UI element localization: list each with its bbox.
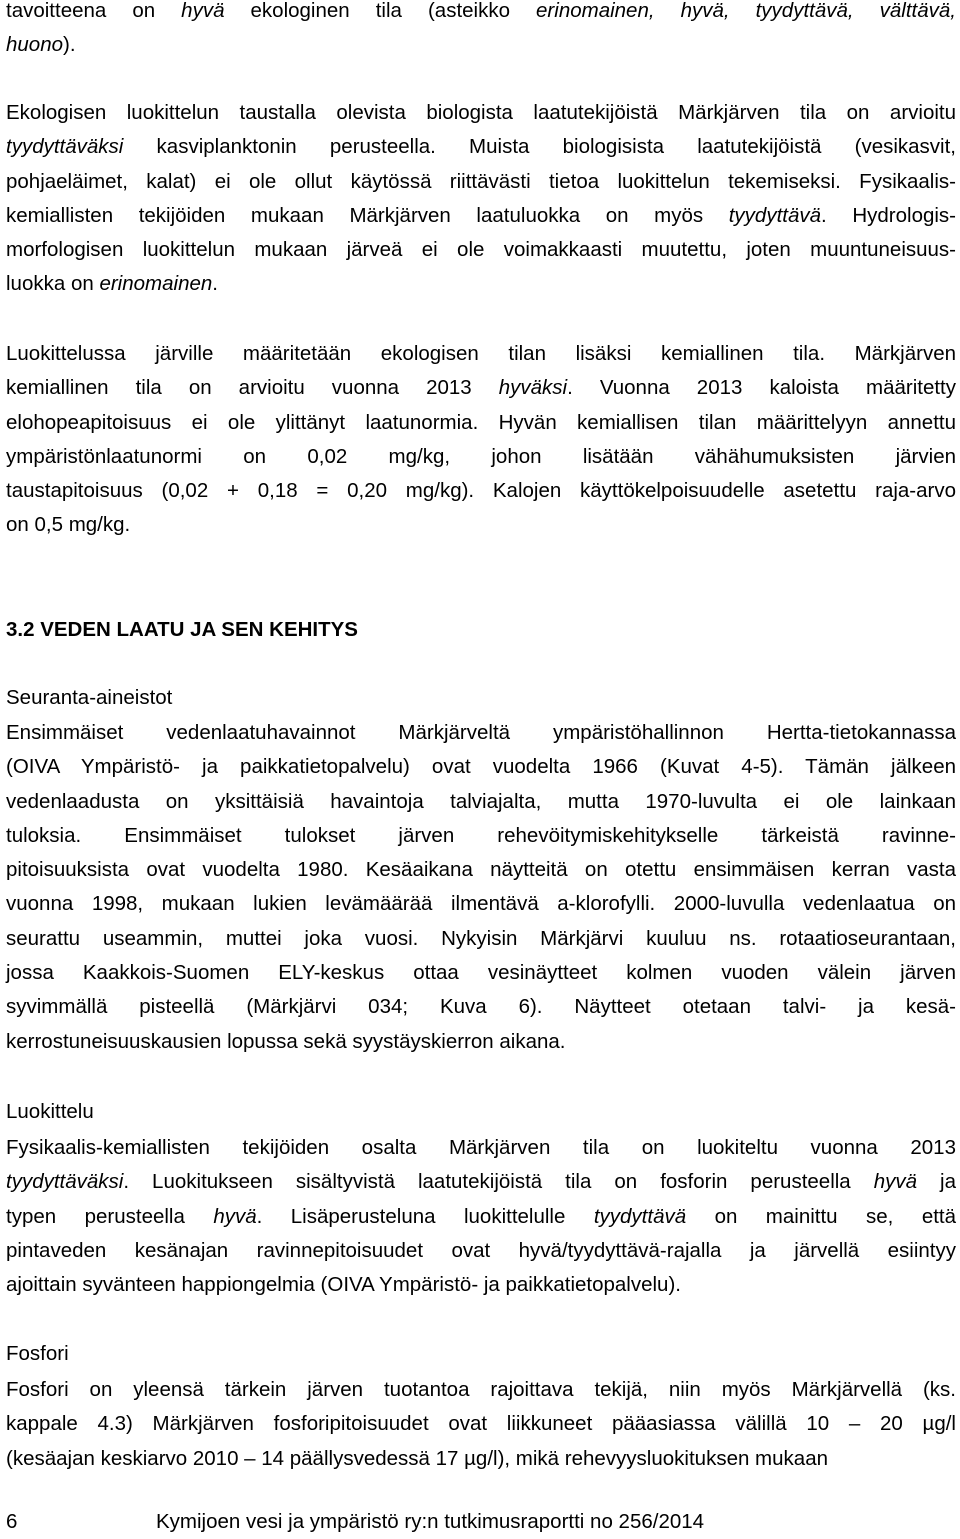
text-run: luokka on [6,272,100,296]
text-run: . Lisäperusteluna luokittelulle [256,1204,594,1228]
text-line [6,337,956,371]
text-line [6,1407,956,1441]
text-line [6,1373,956,1407]
text-line [6,1442,956,1476]
paragraph [6,716,956,1059]
text-line [6,1131,956,1165]
text-run: Luokittelussa järville määritetään ekologisen tilan lisäksi kemiallinen tila. Märkjärven [6,342,956,365]
text-run: (kesäajan keskiarvo 2010 – 14 päällysvedessä 17 µg/l), mikä rehevyysluokituksen mukaan [6,1446,828,1470]
text-line [6,1165,956,1199]
text-line [6,165,956,199]
text-line [6,785,956,819]
text-run: ympäristönlaatunormi on 0,02 mg/kg, johon lisätään vähähumuksisten järvien [6,444,956,468]
text-line [6,440,956,474]
text-line [6,819,956,853]
italic-text: erinomainen [99,272,213,296]
text-run: jossa Kaakkois-Suomen ELY-keskus ottaa vesinäytteet kolmen vuoden välein järven [6,961,956,985]
text-run: pintaveden kesänajan ravinnepitoisuudet ovat hyvä/tyydyttävä-rajalla ja järvellä esiintyy [6,1238,956,1262]
text-run: taustapitoisuus (0,02 + 0,18 = 0,20 mg/kg). Kalojen käyttökelpoisuudelle asetettu raja-arvo [6,479,956,503]
text-run: kemiallinen tila on arvioitu vuonna 2013 [6,376,499,400]
text-run: typen perusteella [6,1204,214,1228]
text-run: (OIVA Ympäristö- ja paikkatietopalvelu) ovat vuodelta 1966 (Kuvat 4-5). Tämän jälkeen [6,755,956,779]
paragraph-classification [6,1131,956,1302]
italic-text: tyydyttävä [593,1204,687,1228]
text-run: vedenlaadusta on yksittäisiä havaintoja talviajalta, mutta 1970-luvulta ei ole lainkaan [6,789,956,813]
text-run: ajoittain syvänteen happiongelmia (OIVA Ympäristö- ja paikkatietopalvelu). [6,1273,681,1297]
text-line [6,1234,956,1268]
text-line [6,96,956,130]
text-line [6,750,956,784]
text-line [6,267,956,301]
text-run: pitoisuuksista ovat vuodelta 1980. Kesäaikana näytteitä on otettu ensimmäisen kerran vasta [6,858,956,882]
italic-text: hyvä [181,0,225,22]
text-line [6,1025,956,1059]
text-line [6,853,956,887]
text-line [6,130,956,164]
text-run: on 0,5 mg/kg. [6,513,131,537]
text-line [6,233,956,267]
page-number: 6 [6,1510,18,1533]
italic-text: tyydyttäväksi [6,1170,124,1194]
text-run: ekologinen tila (asteikko [224,0,537,22]
footer-text: Kymijoen vesi ja ympäristö ry:n tutkimusraportti no 256/2014 [156,1510,705,1533]
paragraph-ecological-classification [6,96,956,302]
text-line [6,887,956,921]
text-run: elohopeapitoisuus ei ole ylittänyt laatunormia. Hyvän kemiallisen tilan määrittelyyn annettu [6,410,956,434]
paragraph-intro-continuation [6,0,956,63]
text-run: kerrostuneisuuskausien lopussa sekä syystäyskierron aikana. [6,1029,566,1053]
text-line [6,508,956,542]
text-run: . Vuonna 2013 kaloista määritetty [567,376,956,400]
subheading-fosfori: Fosfori [6,1342,69,1365]
italic-text: tyydyttävä [728,203,822,227]
text-run: ). [63,33,76,57]
text-run: Fosfori on yleensä tärkein järven tuotantoa rajoittava tekijä, niin myös Märkjärvellä (ks. [6,1378,956,1401]
text-run: kasviplanktonin perusteella. Muista biologisista laatutekijöistä (vesikasvit, [123,135,956,159]
text-line [6,1200,956,1234]
paragraph-chemical-status [6,337,956,543]
subheading-luokittelu: Luokittelu [6,1100,94,1123]
text-line [6,956,956,990]
italic-text: huono [6,33,64,57]
text-run: vuonna 1998, mukaan lukien levämäärää ilmentävä a-klorofylli. 2000-luvulla vedenlaatua on [6,892,956,916]
text-run: kappale 4.3) Märkjärven fosforipitoisuudet ovat liikkuneet pääasiassa välillä 10 – 20 µg/l [6,1412,956,1436]
text-run: on mainittu se, että [686,1204,957,1228]
text-run: . [212,272,218,296]
text-run: . Luokitukseen sisältyvistä laatutekijöistä tila on fosforin perusteella [123,1170,874,1194]
section-heading: 3.2 VEDEN LAATU JA SEN KEHITYS [6,618,358,641]
paragraph [6,0,956,63]
italic-text: hyvä [873,1170,918,1194]
paragraph [6,337,956,543]
text-run: kemiallisten tekijöiden mukaan Märkjärven laatuluokka on myös [6,203,729,227]
paragraph [6,1373,956,1476]
text-line [6,406,956,440]
text-run: Fysikaalis-kemiallisten tekijöiden osalta Märkjärven tila on luokiteltu vuonna 2013 [6,1136,956,1159]
text-run: ja [917,1170,956,1194]
paragraph [6,1131,956,1302]
text-line [6,199,956,233]
italic-text: hyväksi [498,376,568,400]
text-run: syvimmällä pisteellä (Märkjärvi 034; Kuva 6). Näytteet otetaan talvi- ja kesä- [6,995,956,1019]
subheading-seuranta-aineistot: Seuranta-aineistot [6,686,173,709]
page-footer [6,1510,956,1534]
text-run: . Hydrologis- [821,203,956,227]
text-run: tavoitteena on [6,0,182,22]
text-line [6,1268,956,1302]
text-line [6,28,956,62]
text-run: pohjaeläimet, kalat) ei ole ollut käytössä riittävästi tietoa luokittelun tekemiseksi. Fysikaalis- [6,169,956,193]
italic-text: hyvä [213,1204,257,1228]
italic-text: erinomainen, hyvä, tyydyttävä, välttävä, [536,0,956,22]
paragraph-monitoring-data [6,716,956,1059]
paragraph-phosphorus [6,1373,956,1476]
paragraph [6,96,956,302]
text-run: tuloksia. Ensimmäiset tulokset järven rehevöitymiskehitykselle tärkeistä ravinne- [6,823,956,847]
text-line [6,716,956,750]
italic-text: tyydyttäväksi [6,135,124,159]
text-line [6,922,956,956]
text-run: Ekologisen luokittelun taustalla olevista biologista laatutekijöistä Märkjärven tila on arvioitu [6,101,956,124]
text-line [6,990,956,1024]
text-run: seurattu useammin, muttei joka vuosi. Nykyisin Märkjärvi kuuluu ns. rotaatioseurantaan, [6,926,956,950]
text-line [6,474,956,508]
text-line [6,0,956,28]
text-run: morfologisen luokittelun mukaan järveä ei ole voimakkaasti muutettu, joten muuntuneisuus- [6,238,956,262]
text-run: Ensimmäiset vedenlaatuhavainnot Märkjärveltä ympäristöhallinnon Hertta-tietokannassa [6,721,956,744]
text-line [6,371,956,405]
